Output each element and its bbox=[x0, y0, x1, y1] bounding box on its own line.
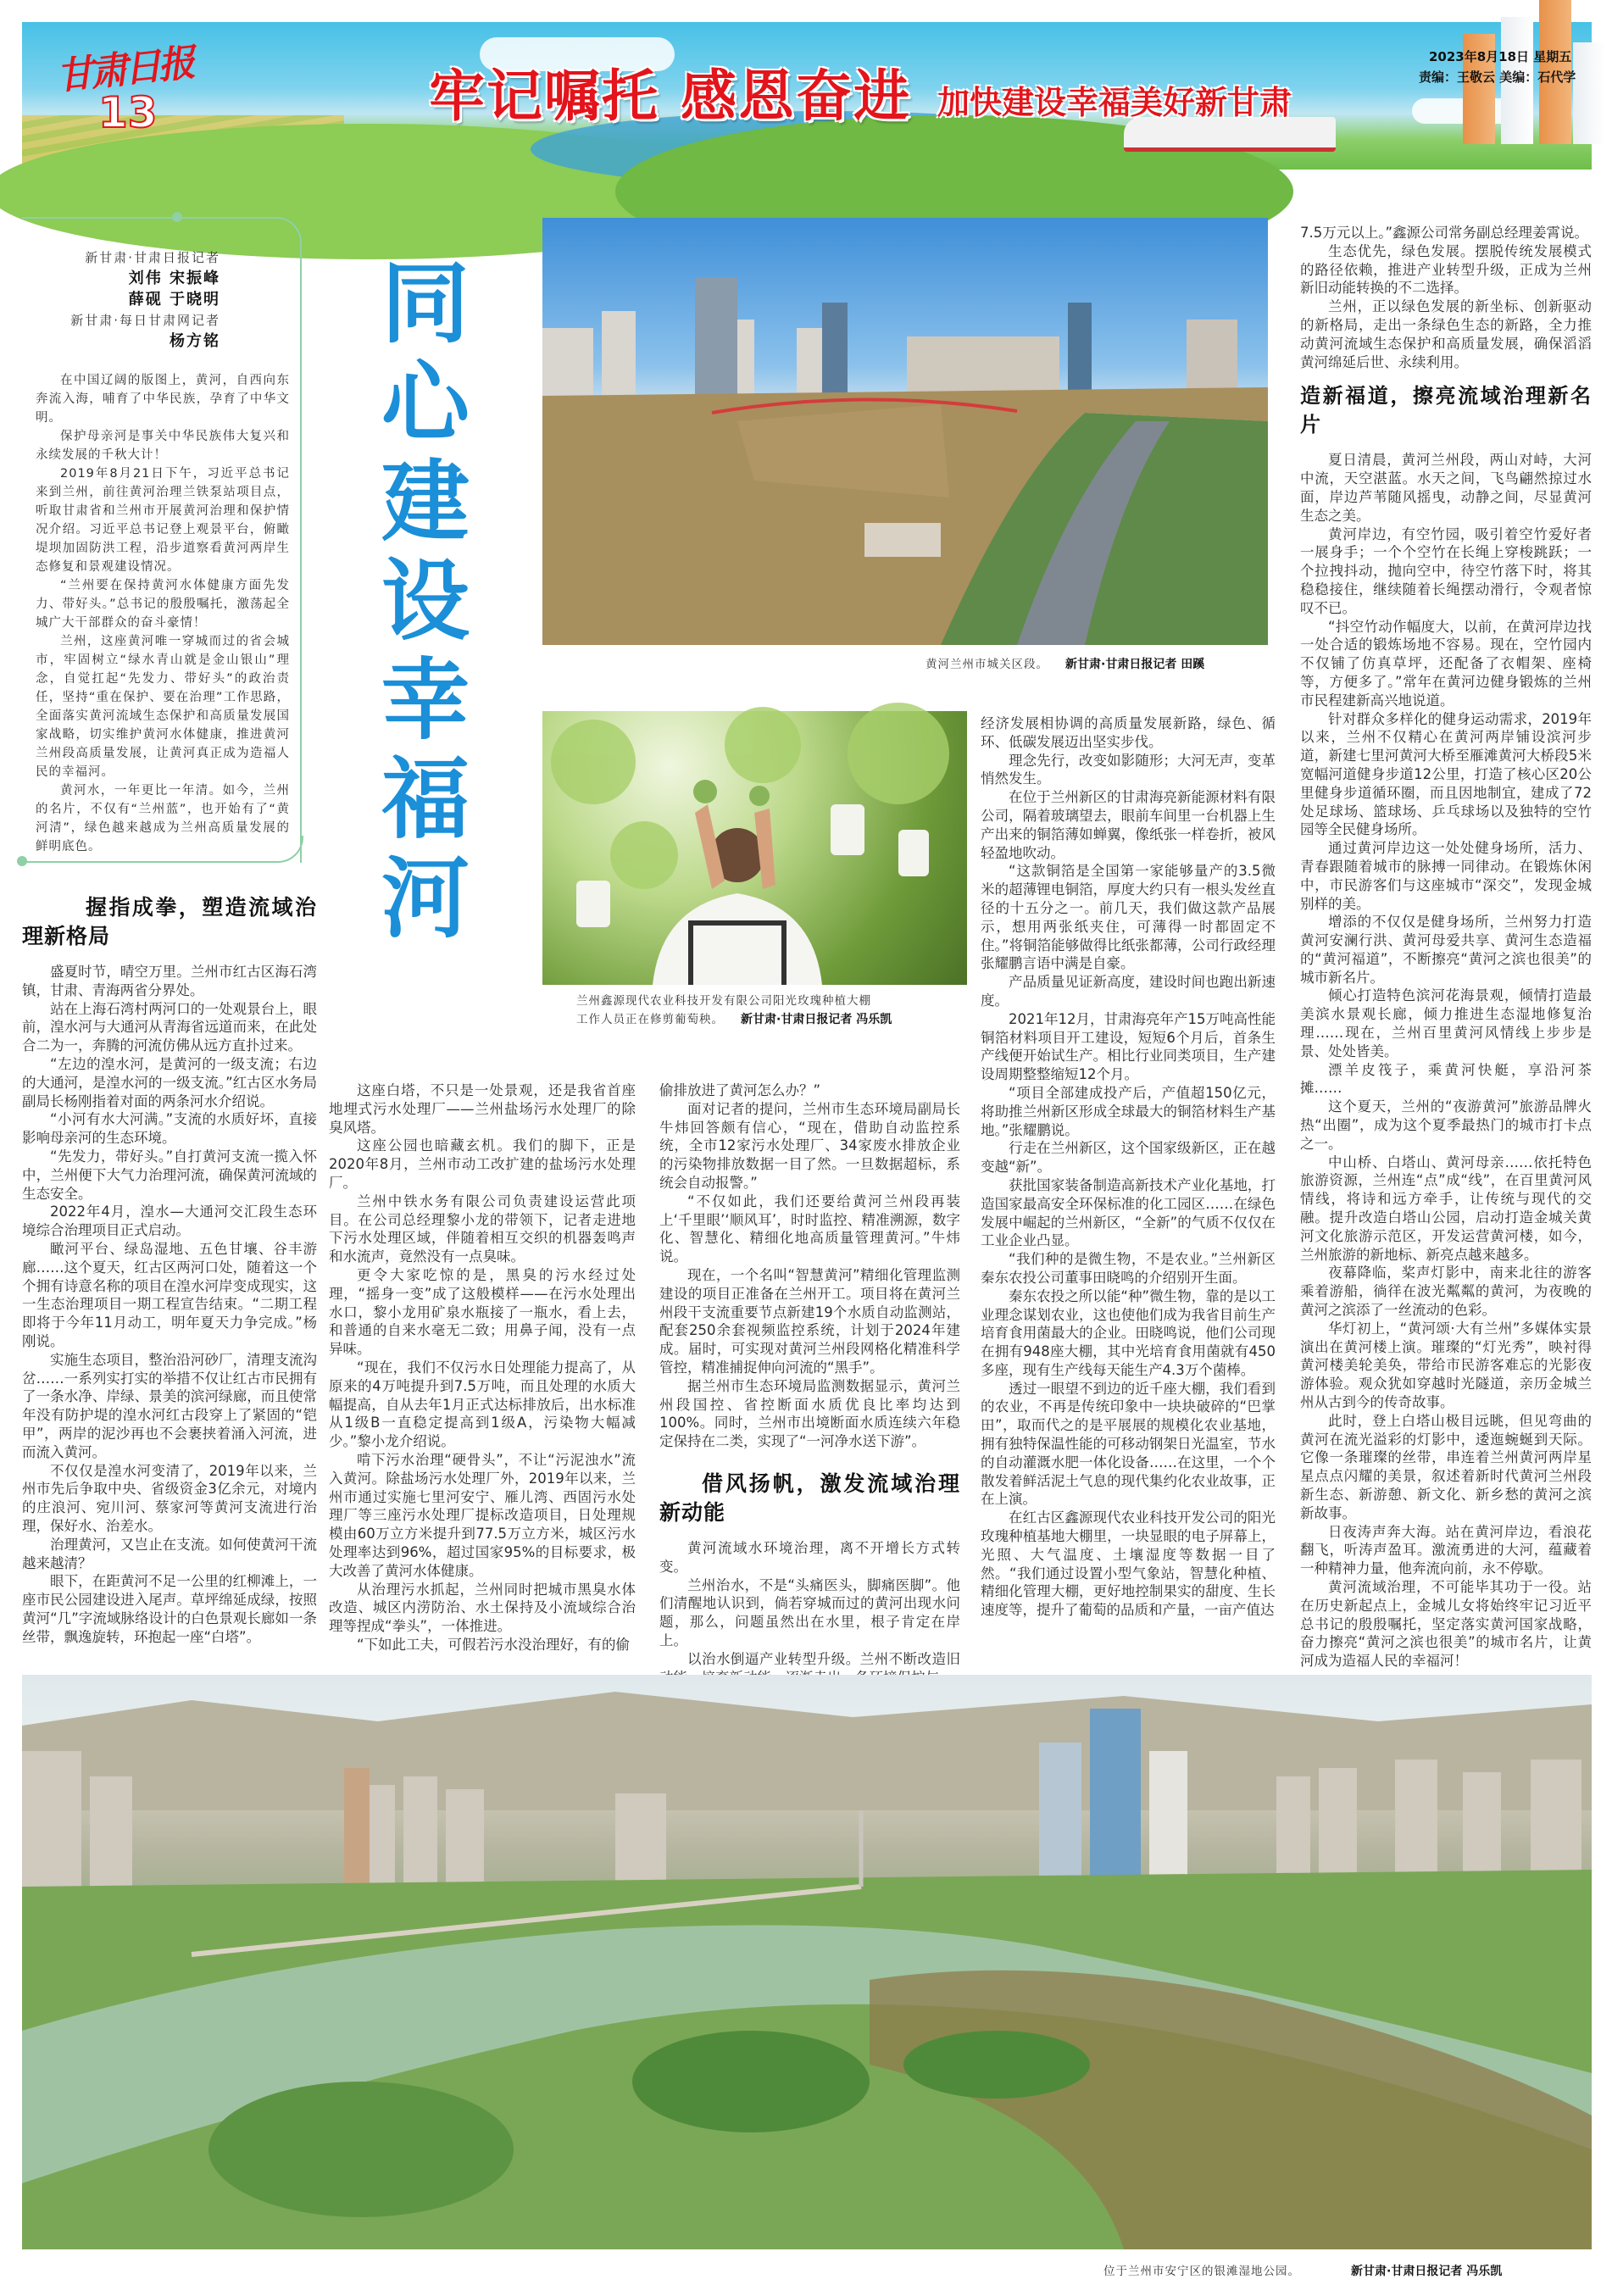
article-paragraph: 中山桥、白塔山、黄河母亲……依托特色旅游资源，兰州连“点”成“线”，在百里黄河风情线，将诗和远方牵手，让传统与现代的交融。提升改造白塔山公园，启动打造金城关黄河文化旅游示范区，开发运营黄河楼，如今，兰州旅游的新地标、新亮点越来越多。 bbox=[1300, 1154, 1592, 1263]
intro-text bbox=[36, 371, 290, 856]
page-number: 13 bbox=[98, 88, 158, 137]
photo-credit: 新甘肃·甘肃日报记者 田蹊 bbox=[1065, 658, 1205, 671]
article-paragraph: 兰州中铁水务有限公司负责建设运营此项目。在公司总经理黎小龙的带领下，记者走进地下污水处理区域，伴随着相互交织的机器轰鸣声和水流声，竟然没有一点臭味。 bbox=[329, 1192, 636, 1265]
byline-names: 刘伟 宋振峰 bbox=[128, 270, 220, 287]
article-paragraph: 这个夏天，兰州的“夜游黄河”旅游品牌火热“出圈”，成为这个夏季最热门的城市打卡点之一。 bbox=[1300, 1098, 1592, 1152]
caption-text: 位于兰州市安宁区的银滩湿地公园。 bbox=[1103, 2265, 1300, 2278]
article-paragraph: 据兰州市生态环境局监测数据显示，黄河兰州段国控、省控断面水质优良比率均达到100%。同时，兰州市出境断面水质连续六年稳定保持在二类，实现了“一河净水送下游”。 bbox=[659, 1377, 960, 1450]
article-paragraph: 获批国家装备制造高新技术产业化基地，打造国家最高安全环保标准的化工园区……在绿色发展中崛起的兰州新区，“全新”的气质不仅仅在工业企业凸显。 bbox=[981, 1176, 1276, 1249]
article-paragraph: 秦东农投之所以能“种”微生物，靠的是以工业理念谋划农业，这也使他们成为我省目前生产培育食用菌最大的企业。田晓鸣说，他们公司现在拥有948座大棚，其中光培育食用菌就有450多座，现有生产线每天能生产4.3万个菌棒。 bbox=[981, 1287, 1276, 1378]
article-paragraph: “项目全部建成投产后，产值超150亿元，将助推兰州新区形成全球最大的铜箔材料生产基地。”张耀鹏说。 bbox=[981, 1084, 1276, 1138]
article-paragraph: 保护母亲河是事关中华民族伟大复兴和永续发展的千秋大计！ bbox=[36, 430, 290, 462]
article-paragraph: 黄河流域水环境治理，离不开增长方式转变。 bbox=[659, 1539, 960, 1575]
byline-names: 杨方铭 bbox=[170, 332, 220, 350]
article-paragraph: 在红古区鑫源现代农业科技开发公司的阳光玫瑰种植基地大棚里，一块显眼的电子屏幕上，光照、大气温度、土壤湿度等数据一目了然。“我们通过设置小型气象站，智慧化种植、精细化管理大棚，更好地控制果实的甜度、生长速度等，提升了葡萄的品质和产量，一亩产值达 bbox=[981, 1509, 1276, 1619]
article-paragraph: “下如此工夫，可假若污水没治理好，有的偷 bbox=[357, 1636, 631, 1653]
article-paragraph: 生态优先，绿色发展。摆脱传统发展模式的路径依赖，推进产业转型升级，正成为兰州新旧动能转换的不二选择。 bbox=[1300, 242, 1592, 297]
article-paragraph: 兰州治水，不是“头痛医头，脚痛医脚”。他们清醒地认识到，倘若穿城而过的黄河出现水问题，那么，问题虽然出在水里，根子肯定在岸上。 bbox=[659, 1576, 960, 1648]
article-paragraph: 黄河水，一年更比一年清。如今，兰州的名片，不仅有“兰州蓝”，也开始有了“黄河清”，绿色越来越成为兰州高质量发展的鲜明底色。 bbox=[36, 784, 290, 853]
article-paragraph: 瞰河平台、绿岛湿地、五色甘壤、谷丰游廊……这个夏天，红古区两河口处，随着这一个个拥有诗意名称的项目在湟水河岸变成现实，这一生态治理项目一期工程宣告结束。“二期工程即将于今年11月动工，明年夏天力争完成。”杨刚说。 bbox=[22, 1240, 317, 1349]
photo-credit: 新甘肃·甘肃日报记者 冯乐凯 bbox=[741, 1013, 892, 1026]
article-paragraph: “不仅如此，我们还要给黄河兰州段再装上‘千里眼’‘顺风耳’，时时监控、精准溯源，数字化、智慧化、精细化地高质量管理黄河。”牛炜说。 bbox=[659, 1192, 960, 1265]
article-paragraph: 治理黄河，又岂止在支流。如何使黄河干流越来越清？ bbox=[22, 1536, 317, 1571]
article-paragraph: 黄河岸边，有空竹园，吸引着空竹爱好者一展身手；一个个空竹在长绳上穿梭跳跃；一个拉拽抖动，抛向空中，待空竹落下时，将其稳稳接住，继续随着长绳摆动滑行，令观者惊叹不已。 bbox=[1300, 525, 1592, 616]
article-paragraph: 7.5万元以上。”鑫源公司常务副总经理姜霄说。 bbox=[1300, 225, 1589, 241]
article-paragraph: 日夜涛声奔大海。站在黄河岸边，看浪花翻飞，听涛声盈耳。激流勇进的大河，蕴藏着一种精神力量，他奔流向前，永不停歇。 bbox=[1300, 1523, 1592, 1577]
article-paragraph: 兰州，这座黄河唯一穿城而过的省会城市，牢固树立“绿水青山就是金山银山”理念，自觉扛起“先发力、带好头”的政治责任，坚持“重在保护、要在治理”工作思路，全面落实黄河流域生态保护和高质量发展国家战略，切实维护黄河水体健康，推进黄河兰州段高质量发展，让黄河真正成为造福人民的幸福河。 bbox=[36, 635, 290, 779]
newspaper-logo: 甘肃日报 bbox=[54, 41, 194, 99]
caption-text: 工作人员正在修剪葡萄秧。 bbox=[576, 1013, 724, 1026]
article-paragraph: 2019年8月21日下午，习近平总书记来到兰州，前往黄河治理兰铁泵站项目点，听取甘肃省和兰州市开展黄河治理和保护情况介绍。习近平总书记登上观景平台，俯瞰堤坝加固防洪工程，沿步道察看黄河两岸生态修复和景观建设情况。 bbox=[36, 467, 290, 574]
article-paragraph: “先发力，带好头。”自打黄河支流一揽入怀中，兰州便下大气力治理河流，确保黄河流域的生态安全。 bbox=[22, 1148, 317, 1202]
article-paragraph: 此时，登上白塔山极目远眺，但见弯曲的黄河在流光溢彩的灯影中，逶迤蜿蜒到天际。它像一条璀璨的丝带，串连着兰州黄河两岸星星点点闪耀的美景，叙述着新时代黄河兰州段新生态、新游憩、新文化、新乡愁的黄河之滨新故事。 bbox=[1300, 1412, 1592, 1521]
frame-dot bbox=[17, 856, 27, 866]
banner-subheadline: 加快建设幸福美好新甘肃 bbox=[937, 84, 1292, 121]
byline-names: 薛砚 于晓明 bbox=[128, 291, 220, 309]
article-paragraph: 这座白塔，不只是一处景观，还是我省首座地埋式污水处理厂——兰州盐场污水处理厂的除臭风塔。 bbox=[329, 1082, 636, 1136]
article-paragraph: 眼下，在距黄河不足一公里的红柳滩上，一座市民公园建设进入尾声。草坪绵延成绿，按照黄河“几”字流域脉络设计的白色景观长廊如一条丝带，飘逸旋转，环抱起一座“白塔”。 bbox=[22, 1573, 317, 1645]
article-paragraph: 更令大家吃惊的是，黑臭的污水经过处理，“摇身一变”成了这般模样——在污水处理出水口，黎小龙用矿泉水瓶接了一瓶水，看上去，和普通的自来水毫无二致；用鼻子闻，没有一点异味。 bbox=[329, 1266, 636, 1358]
article-column-3 bbox=[659, 1081, 960, 1667]
article-title: 同心建设幸福河 bbox=[381, 252, 470, 950]
section-heading: 造新福道，擦亮流域治理新名片 bbox=[1300, 384, 1592, 437]
article-paragraph: 行走在兰州新区，这个国家级新区，正在越变越“新”。 bbox=[981, 1140, 1276, 1176]
article-paragraph: “现在，我们不仅污水日处理能力提高了，从原来的4万吨提升到7.5万吨，而且处理的水质大幅提高，自从去年1月正式达标排放后，出水标准从1级B一直稳定提高到1级A，污染物大幅减少。”黎小龙介绍说。 bbox=[329, 1359, 636, 1450]
article-paragraph: 面对记者的提问，兰州市生态环境局副局长牛炜回答颇有信心，“现在，借助自动监控系统，全市12家污水处理厂、34家废水排放企业的污染物排放数据一目了然。一旦数据超标，系统会自动报警。” bbox=[659, 1100, 960, 1191]
caption-text: 兰州鑫源现代农业科技开发有限公司阳光玫瑰种植大棚 bbox=[576, 994, 871, 1008]
article-paragraph: 实施生态项目，整治沿河砂厂，清理支流沟岔……一系列实打实的举措不仅让红古市民拥有了一条水净、岸绿、景美的滨河绿廊，而且使常年没有防护堤的湟水河红古段穿上了紧固的“铠甲”，两岸的泥沙再也不会裹挟着涌入河流，进而流入黄河。 bbox=[22, 1351, 317, 1460]
article-paragraph: 啃下污水治理“硬骨头”，不让“污泥浊水”流入黄河。除盐场污水处理厂外，2019年以来，兰州市通过实施七里河安宁、雁儿湾、西固污水处理厂等三座污水处理厂提标改造项目，日处理规模由60万立方米提升到77.5万立方米，城区污水处理率达到96%，超过国家95%的目标要求，极大改善了黄河水体健康。 bbox=[329, 1451, 636, 1579]
photo-credit: 新甘肃·甘肃日报记者 冯乐凯 bbox=[1351, 2265, 1503, 2278]
article-paragraph: 产品质量见证新高度，建设时间也跑出新速度。 bbox=[981, 974, 1276, 1009]
article-paragraph: 从治理污水抓起，兰州同时把城市黑臭水体改造、城区内涝防治、水土保持及小流域综合治理等捏成“拳头”，一体推进。 bbox=[329, 1581, 636, 1635]
section-heading: 借风扬帆，激发流域治理新动能 bbox=[659, 1470, 960, 1525]
article-column-2 bbox=[329, 1081, 636, 1653]
article-paragraph: 2022年4月，湟水—大通河交汇段生态环境综合治理项目正式启动。 bbox=[22, 1204, 317, 1239]
article-paragraph: 不仅仅是湟水河变清了，2019年以来，兰州市先后争取中央、省级资金3亿余元，对境内的庄浪河、宛川河、蔡家河等黄河支流进行治理，保好水、治差水。 bbox=[22, 1462, 317, 1534]
editors-credit: 责编：王敬云 美编：石代学 bbox=[1419, 69, 1576, 85]
article-paragraph: 倾心打造特色滨河花海景观，倾情打造最美滨水景观长廊，倾力推进生态湿地修复治理……现在，兰州百里黄河风情线上步步是景、处处皆美。 bbox=[1300, 987, 1592, 1059]
article-paragraph: 夏日清晨，黄河兰州段，两山对峙，大河中流，天空湛蓝。水天之间，飞鸟翩然掠过水面，岸边芦苇随风摇曳，动静之间，尽显黄河生态之美。 bbox=[1300, 452, 1592, 524]
article-paragraph: 夜幕降临，桨声灯影中，南来北往的游客乘着游船，徜徉在波光粼粼的黄河，为夜晚的黄河之滨添了一丝流动的色彩。 bbox=[1300, 1265, 1592, 1319]
article-paragraph: 兰州，正以绿色发展的新坐标、创新驱动的新格局，走出一条绿色生态的新路，全力推动黄河流域生态保护和高质量发展，确保滔滔黄河绵延后世、永续利用。 bbox=[1300, 298, 1592, 370]
article-column-5 bbox=[1300, 224, 1592, 1670]
caption-text: 黄河兰州市城关区段。 bbox=[926, 658, 1048, 671]
article-paragraph: 偷排放进了黄河怎么办？” bbox=[659, 1082, 821, 1098]
article-paragraph: 2021年12月，甘肃海亮年产15万吨高性能铜箔材料项目开工建设，短短6个月后，首条生产线便开始试生产。相比行业同类项目，生产建设周期整整缩短12个月。 bbox=[981, 1010, 1276, 1083]
article-paragraph: 站在上海石湾村两河口的一处观景台上，眼前，湟水河与大通河从青海省远道而来，在此处合二为一，奔腾的河流仿佛从远方直扑过来。 bbox=[22, 1000, 317, 1054]
article-paragraph: 增添的不仅仅是健身场所，兰州努力打造黄河安澜行洪、黄河母爱共享、黄河生态造福的“黄河福道”，不断擦亮“黄河之滨也很美”的城市新名片。 bbox=[1300, 914, 1592, 986]
article-paragraph: 华灯初上，“黄河颂·大有兰州”多媒体实景演出在黄河楼上演。璀璨的“灯光秀”，映衬得黄河楼美轮美奂，带给市民游客难忘的光影夜游体验。观众犹如穿越时光隧道，亲历金城兰州从古到今的传奇故事。 bbox=[1300, 1320, 1592, 1411]
article-paragraph: 现在，一个名叫“智慧黄河”精细化管理监测建设的项目正准备在兰州开工。项目将在黄河兰州段干支流重要节点新建19个水质自动监测站，配套250余套视频监控系统，计划于2024年建成。届时，可实现对黄河兰州段网格化精准科学管控，精准捕捉伸向河流的“黑手”。 bbox=[659, 1266, 960, 1376]
byline-org: 新甘肃·甘肃日报记者 bbox=[85, 250, 220, 265]
article-paragraph: “抖空竹动作幅度大，以前，在黄河岸边找一处合适的锻炼场地不容易。现在，空竹园内不仅铺了仿真草坪，还配备了衣帽架、座椅等，方便多了。”常年在黄河边健身锻炼的兰州市民程建新高兴地说道。 bbox=[1300, 618, 1592, 709]
banner-headline: 牢记嘱托 感恩奋进 bbox=[429, 64, 911, 129]
issue-date: 2023年8月18日 星期五 bbox=[1429, 49, 1572, 64]
photo-yellow-river-chengguan bbox=[542, 218, 1268, 645]
article-paragraph: 这座公园也暗藏玄机。我们的脚下，正是2020年8月，兰州市动工改扩建的盐场污水处理厂。 bbox=[329, 1137, 636, 1191]
article-paragraph: “这款铜箔是全国第一家能够量产的3.5微米的超薄锂电铜箔，厚度大约只有一根头发丝直径的十五分之一。前几天，我们做这款产品展示，想用两张纸夹住，可薄得一时都固定不住。”将铜箔能够做得比纸张都薄，公司行政经理张耀鹏言语中满是自豪。 bbox=[981, 863, 1276, 972]
article-paragraph: “小河有水大河满。”支流的水质好坏，直接影响母亲河的生态环境。 bbox=[22, 1111, 317, 1147]
article-paragraph: 黄河流域治理，不可能毕其功于一役。站在历史新起点上，金城儿女将始终牢记习近平总书记的殷殷嘱托，坚定落实黄河国家战略，奋力擦亮“黄河之滨也很美”的城市名片，让黄河成为造福人民的幸福河！ bbox=[1300, 1578, 1592, 1670]
article-paragraph: “我们种的是微生物，不是农业。”兰州新区秦东农投公司董事田晓鸣的介绍别开生面。 bbox=[981, 1251, 1276, 1286]
article-paragraph: “兰州要在保持黄河水体健康方面先发力、带好头。”总书记的殷殷嘱托，激荡起全城广大干部群众的奋斗豪情！ bbox=[36, 579, 290, 630]
section-heading: 握指成拳，塑造流域治理新格局 bbox=[22, 895, 317, 948]
article-paragraph: 在中国辽阔的版图上，黄河，自西向东奔流入海，哺育了中华民族，孕育了中华文明。 bbox=[36, 374, 290, 425]
article-paragraph: 以治水倒逼产业转型升级。兰州不断改造旧 bbox=[687, 1650, 960, 1667]
byline-org: 新甘肃·每日甘肃网记者 bbox=[70, 313, 220, 328]
article-paragraph: 通过黄河岸边这一处处健身场所，活力、青春跟随着城市的脉搏一同律动。在锻炼休闲中，市民游客们与这座城市“深交”，发现金城别样的美。 bbox=[1300, 840, 1592, 912]
article-paragraph: 理念先行，改变如影随形；大河无声，变革悄然发生。 bbox=[981, 752, 1276, 787]
article-paragraph: 漂羊皮筏子，乘黄河快艇，享沿河茶摊…… bbox=[1300, 1061, 1592, 1097]
photo-caption bbox=[576, 992, 892, 1029]
article-paragraph: 盛夏时节，晴空万里。兰州市红古区海石湾镇，甘肃、青海两省分界处。 bbox=[22, 964, 317, 998]
frame-dot bbox=[172, 212, 182, 222]
article-paragraph: 在位于兰州新区的甘肃海亮新能源材料有限公司，隔着玻璃望去，眼前车间里一台机器上生产出来的铜箔薄如蝉翼，像纸张一样卷折，被风轻盈地吹动。 bbox=[981, 789, 1276, 861]
photo-grape-greenhouse-worker bbox=[542, 711, 967, 985]
article-paragraph: 针对群众多样化的健身运动需求，2019年以来，兰州不仅精心在黄河两岸铺设滨河步道，新建七里河黄河大桥至雁滩黄河大桥段5米宽幅河道健身步道12公里，打造了核心区20公里健身步道循环圈，而且因地制宜，建成了72处足球场、篮球场、乒乓球场以及独特的空竹园等全民健身场所。 bbox=[1300, 710, 1592, 838]
page-banner bbox=[22, 22, 1592, 170]
photo-caption bbox=[1103, 2261, 1502, 2279]
article-paragraph: 透过一眼望不到边的近千座大棚，我们看到的农业，不再是传统印象中一块块破碎的“巴掌田”，取而代之的是平展展的规模化农业基地，拥有独特保温性能的可移动钢架日光温室，节水的自动灌溉水肥一体化设备……在这里，一个个散发着鲜活泥土气息的现代集约化农业故事，正在上演。 bbox=[981, 1380, 1276, 1508]
article-paragraph: 经济发展相协调的高质量发展新路，绿色、循环、低碳发展迈出坚实步伐。 bbox=[981, 715, 1276, 750]
byline bbox=[59, 247, 220, 352]
photo-yintan-wetland-park bbox=[22, 1675, 1592, 2249]
photo-caption bbox=[926, 654, 1204, 672]
article-column-1 bbox=[22, 887, 317, 1645]
article-column-4 bbox=[981, 714, 1276, 1643]
article-paragraph: “左边的湟水河，是黄河的一级支流；右边的大通河，是湟水河的一级支流。”红古区水务局副局长杨刚指着对面的两条河水介绍说。 bbox=[22, 1055, 317, 1109]
